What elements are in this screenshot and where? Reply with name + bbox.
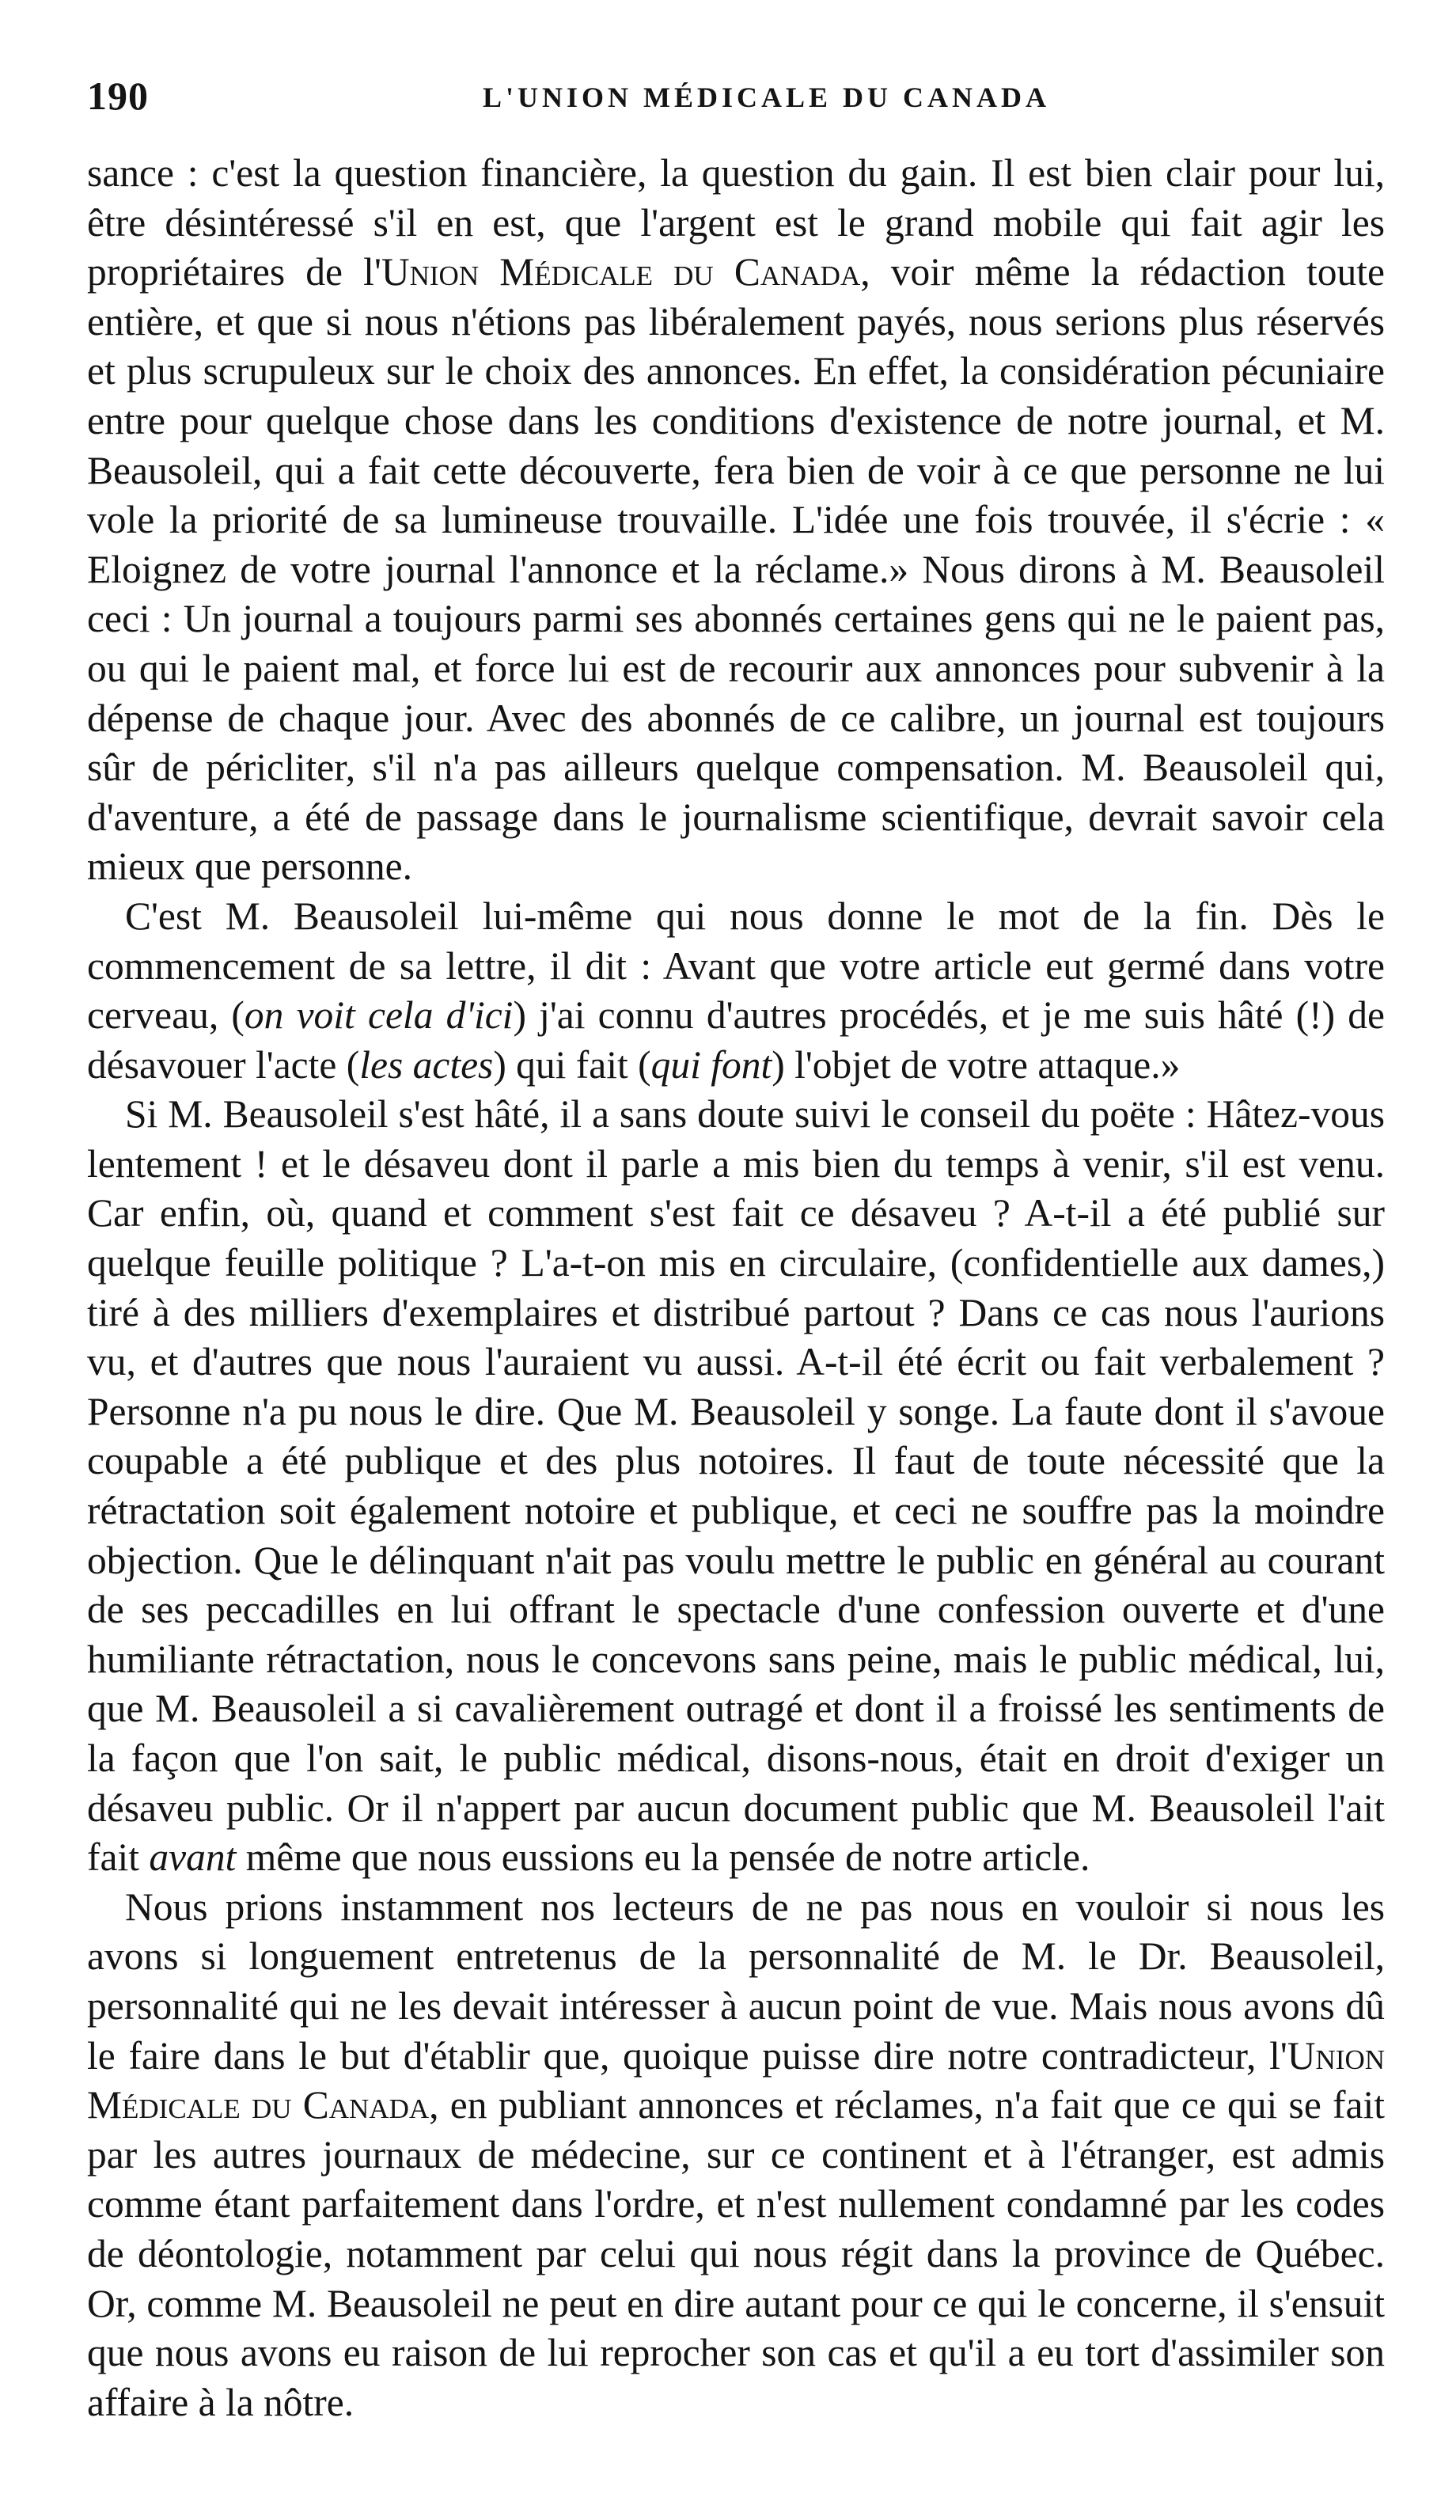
text-segment: ) qui fait ( [493,1042,651,1087]
italic-aside: on voit cela d'ici [244,993,514,1038]
journal-title: L'UNION MÉDICALE DU CANADA [483,82,1051,113]
journal-name-smallcaps: Union Médicale du Canada [87,2033,1385,2127]
text-segment: Nous prions instamment nos lecteurs de ne pas nous en vouloir si nous les avons si longuement entretenus de la personnalité de M. le Dr. Beausoleil, personnalité qui ne les devait intéresser à aucun point de vue. Mais nous avons dû le faire dans le but d'établir que, quoique puisse dire notre contradicteur, l' [87,1884,1385,2078]
paragraph-4 [87,1883,1385,2428]
italic-aside: les actes [359,1042,494,1087]
text-segment: même que nous eussions eu la pensée de notre article. [236,1835,1090,1880]
text-segment: , en publiant annonces et réclames, n'a fait que ce qui se fait par les autres journaux de médecine, sur ce continent et à l'étranger, est admis comme étant parfaitement dans l'ordre, et n'est nullement condamné par les codes de déontologie, notamment par celui qui nous régit dans la province de Québec. Or, comme M. Beausoleil ne peut en dire autant pour ce qui le concerne, il s'ensuit que nous avons eu raison de lui reprocher son cas et qu'il a eu tort d'assimiler son affaire à la nôtre. [87,2083,1385,2424]
journal-name-smallcaps: Union Médicale du Canada [381,250,861,294]
paragraph-3 [87,1090,1385,1883]
italic-aside: qui font [650,1042,772,1087]
paragraph-2 [87,892,1385,1090]
text-segment: Si M. Beausoleil s'est hâté, il a sans doute suivi le conseil du poëte : Hâtez-vous lentement ! et le désaveu dont il parle a mis bien du temps à venir, s'il est venu. Car enfin, où, quand et comment s'est fait ce désaveu ? A-t-il a été publié sur quelque feuille politique ? L'a-t-on mis en circulaire, (confidentielle aux dames,) tiré à des milliers d'exemplaires et distribué partout ? Dans ce cas nous l'aurions vu, et d'autres que nous l'auraient vu aussi. A-t-il été écrit ou fait verbalement ? Personne n'a pu nous le dire. Que M. Beausoleil y songe. La faute dont il s'avoue coupable a été publique et des plus notoires. Il faut de toute nécessité que la rétractation soit également notoire et publique, et ceci ne souffre pas la moindre objection. Que le délinquant n'ait pas voulu mettre le public en général au courant de ses peccadilles en lui offrant le spectacle d'une confession ouverte et d'une humiliante rétractation, nous le concevons sans peine, mais le public médical, lui, que M. Beausoleil a si cavalièrement outragé et dont il a froissé les sentiments de la façon que l'on sait, le public médical, disons-nous, était en droit d'exiger un désaveu public. Or il n'appert par aucun document public que M. Beausoleil l'ait fait [87,1092,1385,1880]
text-segment: sance : c'est la question financière, la question du gain. Il est bien clair pour lui, être désintéressé s'il en est, que l'argent est le grand mobile qui fait agir les propriétaires de l' [87,151,1385,294]
page-number: 190 [87,74,149,118]
text-segment: ) l'objet de votre attaque.» [772,1042,1181,1087]
italic-emphasis: avant [149,1835,237,1880]
text-segment: , voir même la rédaction toute entière, et que si nous n'étions pas libéralement payés, nous serions plus réservés et plus scrupuleux sur le choix des annonces. En effet, la considération pécuniaire entre pour quelque chose dans les conditions d'existence de notre journal, et M. Beausoleil, qui a fait cette découverte, fera bien de voir à ce que personne ne lui vole la priorité de sa lumineuse trouvaille. L'idée une fois trouvée, il s'écrie : « Eloignez de votre journal l'annonce et la réclame.» Nous dirons à M. Beausoleil ceci : Un journal a toujours parmi ses abonnés certaines gens qui ne le paient pas, ou qui le paient mal, et force lui est de recourir aux annonces pour subvenir à la dépense de chaque jour. Avec des abonnés de ce calibre, un journal est toujours sûr de péricliter, s'il n'a pas ailleurs quelque compensation. M. Beausoleil qui, d'aventure, a été de passage dans le journalisme scientifique, devrait savoir cela mieux que personne. [87,250,1385,889]
article-body [87,149,1385,2427]
text-segment: ) j'ai connu d'autres procédés, et je me suis hâté (!) de désavouer l'acte ( [87,993,1385,1087]
text-segment: C'est M. Beausoleil lui-même qui nous donne le mot de la fin. Dès le commencement de sa lettre, il dit : Avant que votre article eut germé dans votre cerveau, ( [87,894,1385,1038]
running-head [87,73,1385,120]
paragraph-1 [87,149,1385,892]
